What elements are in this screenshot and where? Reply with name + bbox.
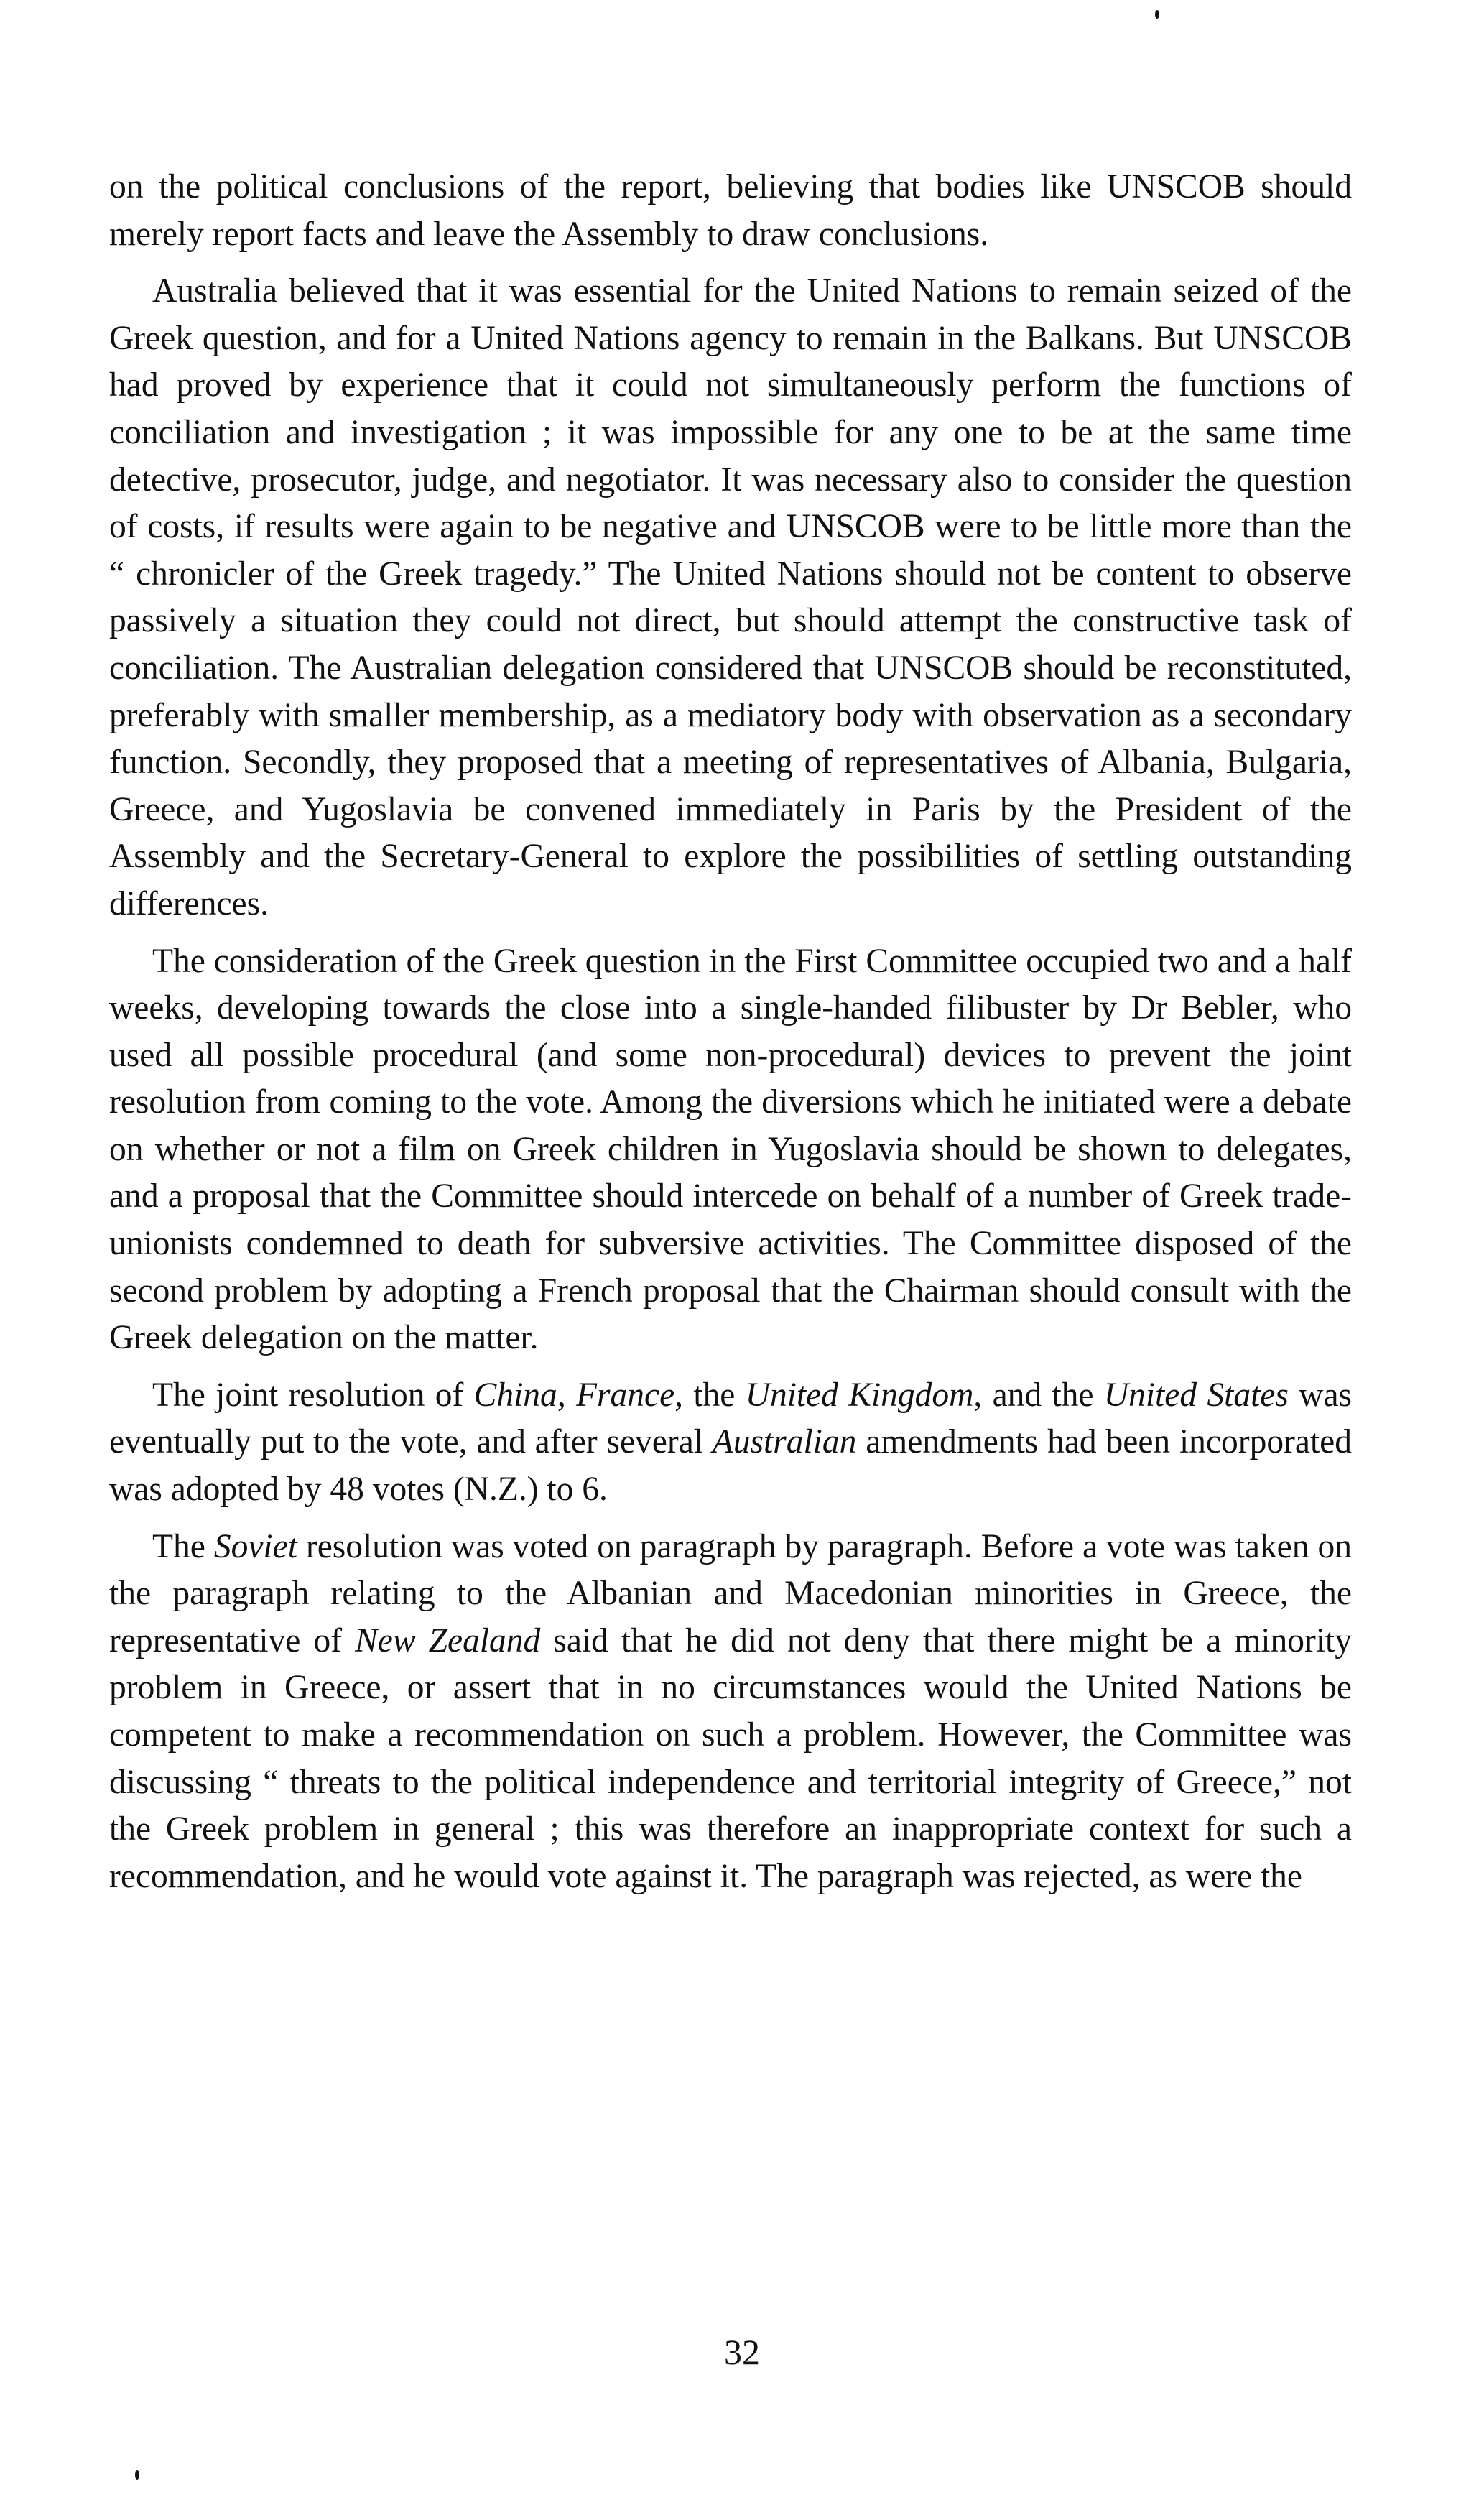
text-run: The [152, 1527, 214, 1565]
text-run: The joint resolution of [152, 1376, 474, 1414]
italic-text-run: Soviet [213, 1527, 297, 1565]
text-run: , and the [973, 1376, 1104, 1414]
paragraph-joint-resolution [109, 1372, 1352, 1514]
scan-speck [1155, 10, 1159, 19]
text-run: resolution was voted on paragraph by paragraph. Before a vote was taken on the paragraph relating to the Albanian and Macedonian minorities in Greece, the representative of [109, 1527, 1352, 1659]
scan-speck [135, 2470, 139, 2480]
italic-text-run: Australian [712, 1423, 857, 1461]
text-run: on the political conclusions of the report, believing that bodies like UNSCOB should merely report facts and leave the Assembly to draw conclusions. [109, 168, 1352, 253]
paragraph-continuation [109, 164, 1352, 258]
paragraph-australia-position [109, 268, 1352, 927]
page-number: 32 [724, 2332, 760, 2372]
text-run: amendments had been incorporated was adopted by 48 votes (N.Z.) to 6. [109, 1423, 1352, 1509]
italic-text-run: New Zealand [355, 1621, 541, 1659]
body-text [109, 164, 1352, 1910]
italic-text-run: United Kingdom [745, 1376, 974, 1414]
text-run: said that he did not deny that there might be a minority problem in Greece, or assert that in no circumstances would the United Nations be competent to make a recommendation on such a problem. However, the Committee was discussing “ threats to the political independence and territorial integrity of Greece,” not the Greek problem in general ; this was therefore an inappropriate context for such a recommendation, and he would vote against it. The paragraph was rejected, as were the [109, 1621, 1352, 1895]
text-run: The consideration of the Greek question in the First Committee occupied two and a half weeks, developing towards the close into a single-handed filibuster by Dr Bebler, who used all possible procedural (and some non-procedural) devices to prevent the joint resolution from coming to the vote. Among the diversions which he initiated were a debate on whether or not a film on Greek children in Yugoslavia should be shown to delegates, and a proposal that the Committee should intercede on behalf of a number of Greek trade-unionists condemned to death for subversive activities. The Committee disposed of the second problem by adopting a French proposal that the Chairman should consult with the Greek delegation on the matter. [109, 942, 1352, 1357]
paragraph-first-committee [109, 938, 1352, 1362]
text-run: Australia believed that it was essential for the United Nations to remain seized of the Greek question, and for a United Nations agency to remain in the Balkans. But UNSCOB had proved by experience that it could not simultaneously perform the functions of conciliation and investigation ; it was impossible for any one to be at the same time detective, prosecutor, judge, and negotiator. It was necessary also to consider the question of costs, if results were again to be negative and UNSCOB were to be little more than the “ chronicler of the Greek tragedy.” The United Nations should not be content to observe passively a situation they could not direct, but should attempt the constructive task of conciliation. The Australian delegation considered that UNSCOB should be reconstituted, preferably with smaller membership, as a mediatory body with observation as a secondary function. Secondly, they proposed that a meeting of representatives of Albania, Bulgaria, Greece, and Yugoslavia be convened immediately in Paris by the President of the Assembly and the Secretary-General to explore the possibilities of settling outstanding differences. [109, 272, 1352, 922]
italic-text-run: France [575, 1376, 675, 1414]
italic-text-run: United States [1103, 1376, 1289, 1414]
italic-text-run: China [473, 1376, 557, 1414]
text-run: was eventually put to the vote, and after several [109, 1376, 1353, 1461]
text-run: , [557, 1376, 576, 1414]
paragraph-soviet-resolution [109, 1524, 1352, 1901]
text-run: , the [674, 1376, 746, 1414]
